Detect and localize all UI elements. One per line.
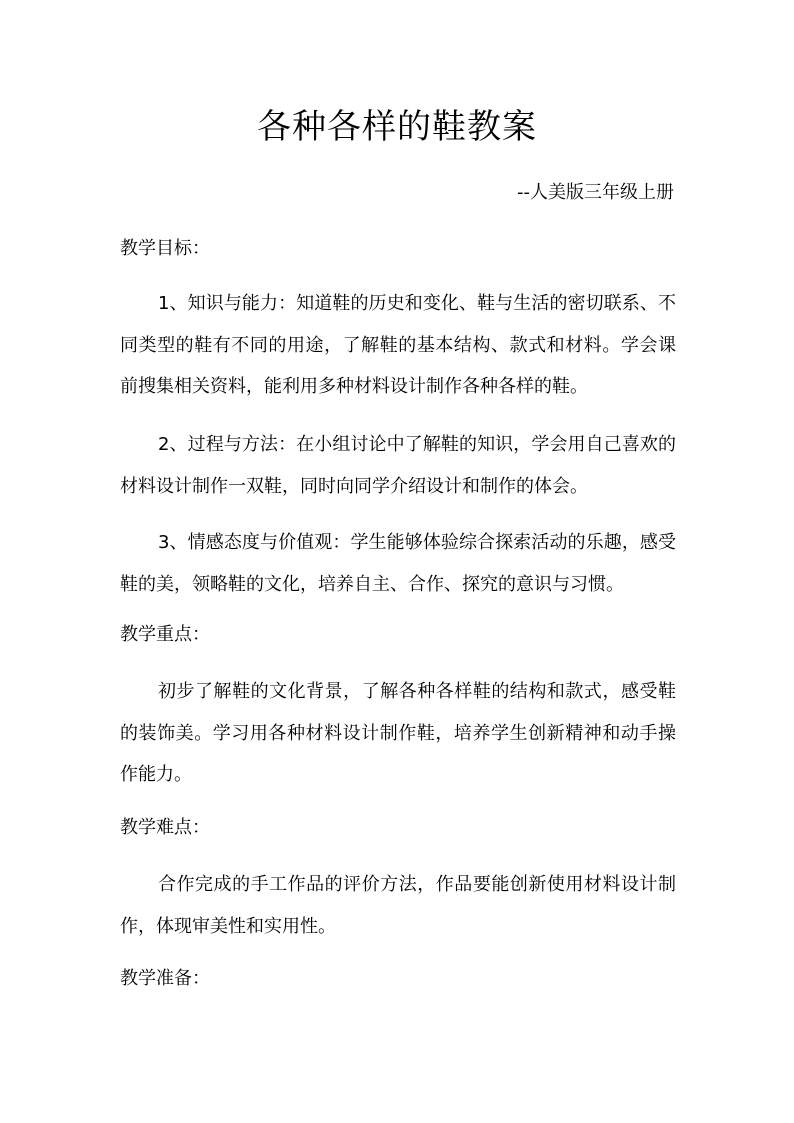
section-heading-key-points: 教学重点： [120, 624, 210, 645]
section-heading-difficulties: 教学难点： [120, 817, 210, 838]
section-heading-preparation: 教学准备： [120, 968, 210, 989]
page-title: 各种各样的鞋教案 [257, 107, 537, 147]
paragraph-difficulties: 合作完成的手工作品的评价方法，作品要能创新使用材料设计制作，体现审美性和实用性。 [120, 874, 676, 937]
page-subtitle: --人美版三年级上册 [517, 182, 674, 203]
paragraph-process-method: 2、过程与方法：在小组讨论中了解鞋的知识，学会用自己喜欢的材料设计制作一双鞋，同时向同学介绍设计和制作的体会。 [120, 434, 676, 497]
paragraph-key-points: 初步了解鞋的文化背景，了解各种各样鞋的结构和款式，感受鞋的装饰美。学习用各种材料设计制作鞋，培养学生创新精神和动手操作能力。 [120, 681, 676, 785]
paragraph-knowledge-ability: 1、知识与能力：知道鞋的历史和变化、鞋与生活的密切联系、不同类型的鞋有不同的用途，了解鞋的基本结构、款式和材料。学会课前搜集相关资料，能利用多种材料设计制作各种各样的鞋。 [120, 293, 676, 397]
section-heading-objectives: 教学目标： [120, 238, 210, 259]
paragraph-emotion-values: 3、情感态度与价值观：学生能够体验综合探索活动的乐趣，感受鞋的美，领略鞋的文化，培养自主、合作、探究的意识与习惯。 [120, 532, 676, 595]
